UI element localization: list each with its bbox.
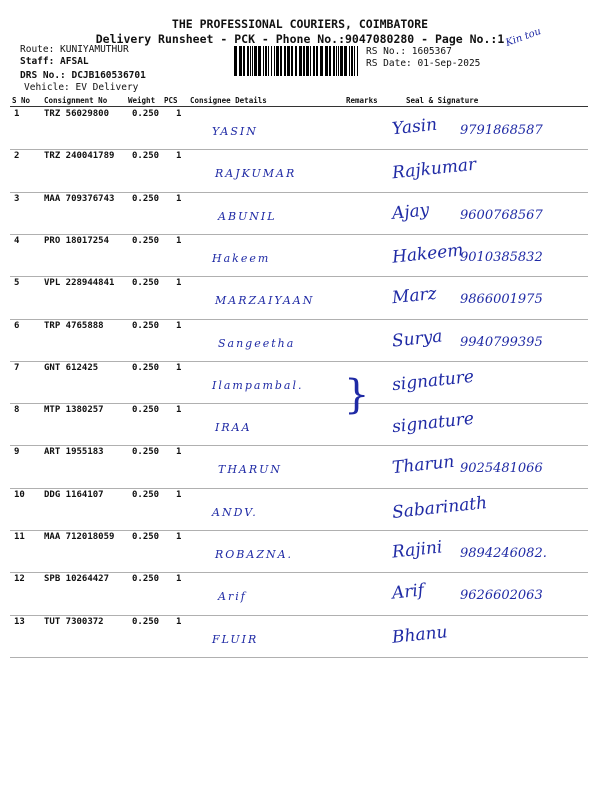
row-consignee-handwritten: Sangeetha bbox=[218, 336, 296, 350]
row-sno: 2 bbox=[14, 151, 20, 162]
barcode-bar bbox=[271, 46, 272, 76]
row-divider bbox=[10, 234, 588, 235]
row-signature: Rajini bbox=[391, 537, 444, 563]
row-consignment-no: MTP 1380257 bbox=[44, 405, 104, 416]
row-weight: 0.250 bbox=[132, 532, 160, 542]
col-pcs: PCS bbox=[164, 96, 178, 105]
barcode-bar bbox=[247, 46, 249, 76]
barcode-bar bbox=[258, 46, 261, 76]
barcode-bar bbox=[268, 46, 269, 76]
row-pcs: 1 bbox=[176, 193, 182, 204]
barcode-bar bbox=[234, 46, 237, 76]
row-weight: 0.250 bbox=[132, 447, 160, 458]
row-sno: 3 bbox=[14, 193, 20, 204]
barcode bbox=[234, 46, 362, 76]
row-consignment-no: VPL 228944841 bbox=[44, 278, 115, 289]
row-weight: 0.250 bbox=[132, 405, 160, 416]
col-seal-signature: Seal & Signature bbox=[406, 96, 479, 105]
row-sno: 6 bbox=[14, 320, 20, 331]
row-phone-handwritten: 9600768567 bbox=[460, 207, 543, 223]
row-consignee-handwritten: ROBAZNA. bbox=[215, 548, 294, 561]
barcode-bar bbox=[284, 46, 286, 76]
row-consignment-no: DDG 1164107 bbox=[44, 489, 104, 500]
row-phone-handwritten: 9866001975 bbox=[460, 292, 543, 308]
header-divider bbox=[10, 106, 588, 107]
barcode-bar bbox=[310, 46, 311, 76]
barcode-bar bbox=[357, 46, 358, 76]
row-sno: 1 bbox=[14, 109, 20, 119]
row-consignee-handwritten: THARUN bbox=[218, 463, 283, 477]
row-consignment-no: ART 1955183 bbox=[44, 447, 104, 458]
barcode-bar bbox=[340, 46, 343, 76]
barcode-bar bbox=[329, 46, 331, 76]
row-consignee-handwritten: ANDV. bbox=[212, 505, 258, 519]
row-sno: 5 bbox=[14, 278, 20, 289]
runsheet-subtitle: Delivery Runsheet - PCK - Phone No.:9047080280 - Page No.:1 bbox=[95, 32, 505, 46]
barcode-bar bbox=[276, 46, 279, 76]
barcode-bar bbox=[306, 46, 309, 76]
barcode-bar bbox=[295, 46, 297, 76]
row-divider bbox=[10, 445, 588, 446]
row-signature: Sabarinath bbox=[391, 492, 489, 523]
row-weight: 0.250 bbox=[132, 193, 160, 204]
barcode-bar bbox=[336, 46, 337, 76]
drs-number: DRS No.: DCJB160536701 bbox=[20, 70, 146, 81]
row-phone-handwritten: 9025481066 bbox=[460, 461, 543, 477]
row-consignee-handwritten: IRAA bbox=[215, 421, 252, 435]
barcode-bar bbox=[280, 46, 282, 76]
col-consignment: Consignment No bbox=[44, 96, 108, 105]
row-divider bbox=[10, 657, 588, 658]
row-sno: 12 bbox=[14, 574, 25, 585]
barcode-bar bbox=[265, 46, 267, 76]
row-signature: Tharun bbox=[391, 452, 456, 479]
row-divider bbox=[10, 149, 588, 150]
row-signature: signature bbox=[391, 408, 475, 438]
row-signature: Yasin bbox=[391, 114, 439, 140]
row-signature: signature bbox=[391, 366, 475, 396]
row-consignee-handwritten: Ilampambal. bbox=[212, 378, 304, 392]
row-signature: Bhanu bbox=[391, 621, 449, 648]
col-remarks: Remarks bbox=[346, 96, 378, 105]
row-sno: 10 bbox=[14, 489, 25, 500]
row-weight: 0.250 bbox=[132, 235, 160, 246]
row-pcs: 1 bbox=[176, 320, 182, 331]
row-weight: 0.250 bbox=[132, 616, 160, 627]
staff-label: Staff: AFSAL bbox=[20, 56, 89, 67]
row-consignee-handwritten: RAJKUMAR bbox=[215, 167, 297, 181]
barcode-bar bbox=[239, 46, 242, 76]
row-divider bbox=[10, 530, 588, 531]
row-weight: 0.250 bbox=[132, 574, 160, 585]
route-label: Route: KUNIYAMUTHUR bbox=[20, 44, 129, 55]
row-weight: 0.250 bbox=[132, 109, 160, 119]
row-signature: Ajay bbox=[391, 199, 431, 224]
barcode-bar bbox=[313, 46, 315, 76]
row-phone-handwritten: 9010385832 bbox=[460, 249, 543, 265]
row-consignee-handwritten: YASIN bbox=[212, 125, 258, 138]
col-consignee: Consignee Details bbox=[190, 96, 267, 105]
handwritten-initials: Kin tou bbox=[504, 26, 543, 49]
row-pcs: 1 bbox=[176, 616, 182, 627]
row-consignee-handwritten: Hakeem bbox=[212, 251, 271, 265]
barcode-bar bbox=[274, 46, 275, 76]
row-divider bbox=[10, 361, 588, 362]
row-pcs: 1 bbox=[176, 489, 182, 500]
barcode-bar bbox=[287, 46, 290, 76]
row-consignee-handwritten: ABUNIL bbox=[218, 209, 277, 223]
rs-number: RS No.: 1605367 bbox=[366, 46, 452, 57]
barcode-bar bbox=[252, 46, 253, 76]
row-consignment-no: PRO 18017254 bbox=[44, 235, 110, 246]
row-sno: 9 bbox=[14, 447, 20, 458]
barcode-bar bbox=[263, 46, 264, 76]
barcode-bar bbox=[316, 46, 318, 76]
row-consignment-no: MAA 712018059 bbox=[44, 532, 115, 542]
row-consignee-handwritten: MARZAIYAAN bbox=[215, 294, 315, 308]
row-pcs: 1 bbox=[176, 278, 182, 289]
barcode-bar bbox=[338, 46, 339, 76]
row-signature: Marz bbox=[391, 283, 438, 309]
company-title: THE PROFESSIONAL COURIERS, COIMBATORE bbox=[171, 17, 429, 31]
row-weight: 0.250 bbox=[132, 489, 160, 500]
row-sno: 8 bbox=[14, 405, 20, 416]
row-pcs: 1 bbox=[176, 447, 182, 458]
row-consignment-no: TRZ 240041789 bbox=[44, 151, 115, 162]
barcode-bar bbox=[354, 46, 355, 76]
barcode-bar bbox=[344, 46, 347, 76]
row-divider bbox=[10, 488, 588, 489]
row-consignment-no: SPB 10264427 bbox=[44, 574, 110, 585]
row-sno: 4 bbox=[14, 235, 20, 246]
row-weight: 0.250 bbox=[132, 278, 160, 289]
row-weight: 0.250 bbox=[132, 362, 160, 373]
barcode-bar bbox=[333, 46, 335, 76]
col-sno: S No bbox=[12, 96, 31, 105]
row-pcs: 1 bbox=[176, 362, 182, 373]
row-divider bbox=[10, 192, 588, 193]
barcode-bar bbox=[254, 46, 257, 76]
row-phone-handwritten: 9626602063 bbox=[460, 588, 543, 604]
row-consignment-no: GNT 612425 bbox=[44, 362, 99, 373]
row-pcs: 1 bbox=[176, 574, 182, 585]
row-consignment-no: MAA 709376743 bbox=[44, 193, 115, 204]
row-divider bbox=[10, 572, 588, 573]
rs-date: RS Date: 01-Sep-2025 bbox=[366, 58, 481, 69]
row-pcs: 1 bbox=[176, 151, 182, 162]
row-consignment-no: TUT 7300372 bbox=[44, 616, 104, 627]
row-consignment-no: TRZ 56029800 bbox=[44, 109, 110, 119]
row-pcs: 1 bbox=[176, 532, 182, 542]
barcode-bar bbox=[351, 46, 353, 76]
row-sno: 7 bbox=[14, 362, 20, 373]
row-signature: Surya bbox=[391, 325, 444, 352]
barcode-bar bbox=[299, 46, 302, 76]
row-signature: Arif bbox=[391, 580, 426, 604]
row-divider bbox=[10, 615, 588, 616]
row-phone-handwritten: 9791868587 bbox=[460, 123, 543, 138]
row-divider bbox=[10, 403, 588, 404]
barcode-bar bbox=[243, 46, 245, 76]
row-sno: 11 bbox=[14, 532, 25, 542]
remarks-brace-mark: } bbox=[344, 372, 370, 418]
row-weight: 0.250 bbox=[132, 320, 160, 331]
row-phone-handwritten: 9940799395 bbox=[460, 334, 543, 350]
barcode-bar bbox=[320, 46, 323, 76]
row-pcs: 1 bbox=[176, 109, 182, 119]
col-weight: Weight bbox=[128, 96, 156, 105]
row-weight: 0.250 bbox=[132, 151, 160, 162]
row-consignee-handwritten: Arif bbox=[218, 590, 247, 604]
row-pcs: 1 bbox=[176, 235, 182, 246]
row-divider bbox=[10, 276, 588, 277]
barcode-bar bbox=[303, 46, 305, 76]
row-consignment-no: TRP 4765888 bbox=[44, 320, 104, 331]
row-consignee-handwritten: FLUIR bbox=[212, 632, 259, 646]
barcode-bar bbox=[349, 46, 350, 76]
row-divider bbox=[10, 319, 588, 320]
row-sno: 13 bbox=[14, 616, 25, 627]
barcode-bar bbox=[291, 46, 293, 76]
barcode-bar bbox=[325, 46, 328, 76]
row-phone-handwritten: 9894246082. bbox=[460, 546, 547, 561]
barcode-bar bbox=[250, 46, 251, 76]
row-signature: Rajkumar bbox=[391, 154, 478, 184]
row-signature: Hakeem bbox=[391, 240, 465, 268]
vehicle-label: Vehicle: EV Delivery bbox=[24, 82, 139, 93]
row-pcs: 1 bbox=[176, 405, 182, 416]
